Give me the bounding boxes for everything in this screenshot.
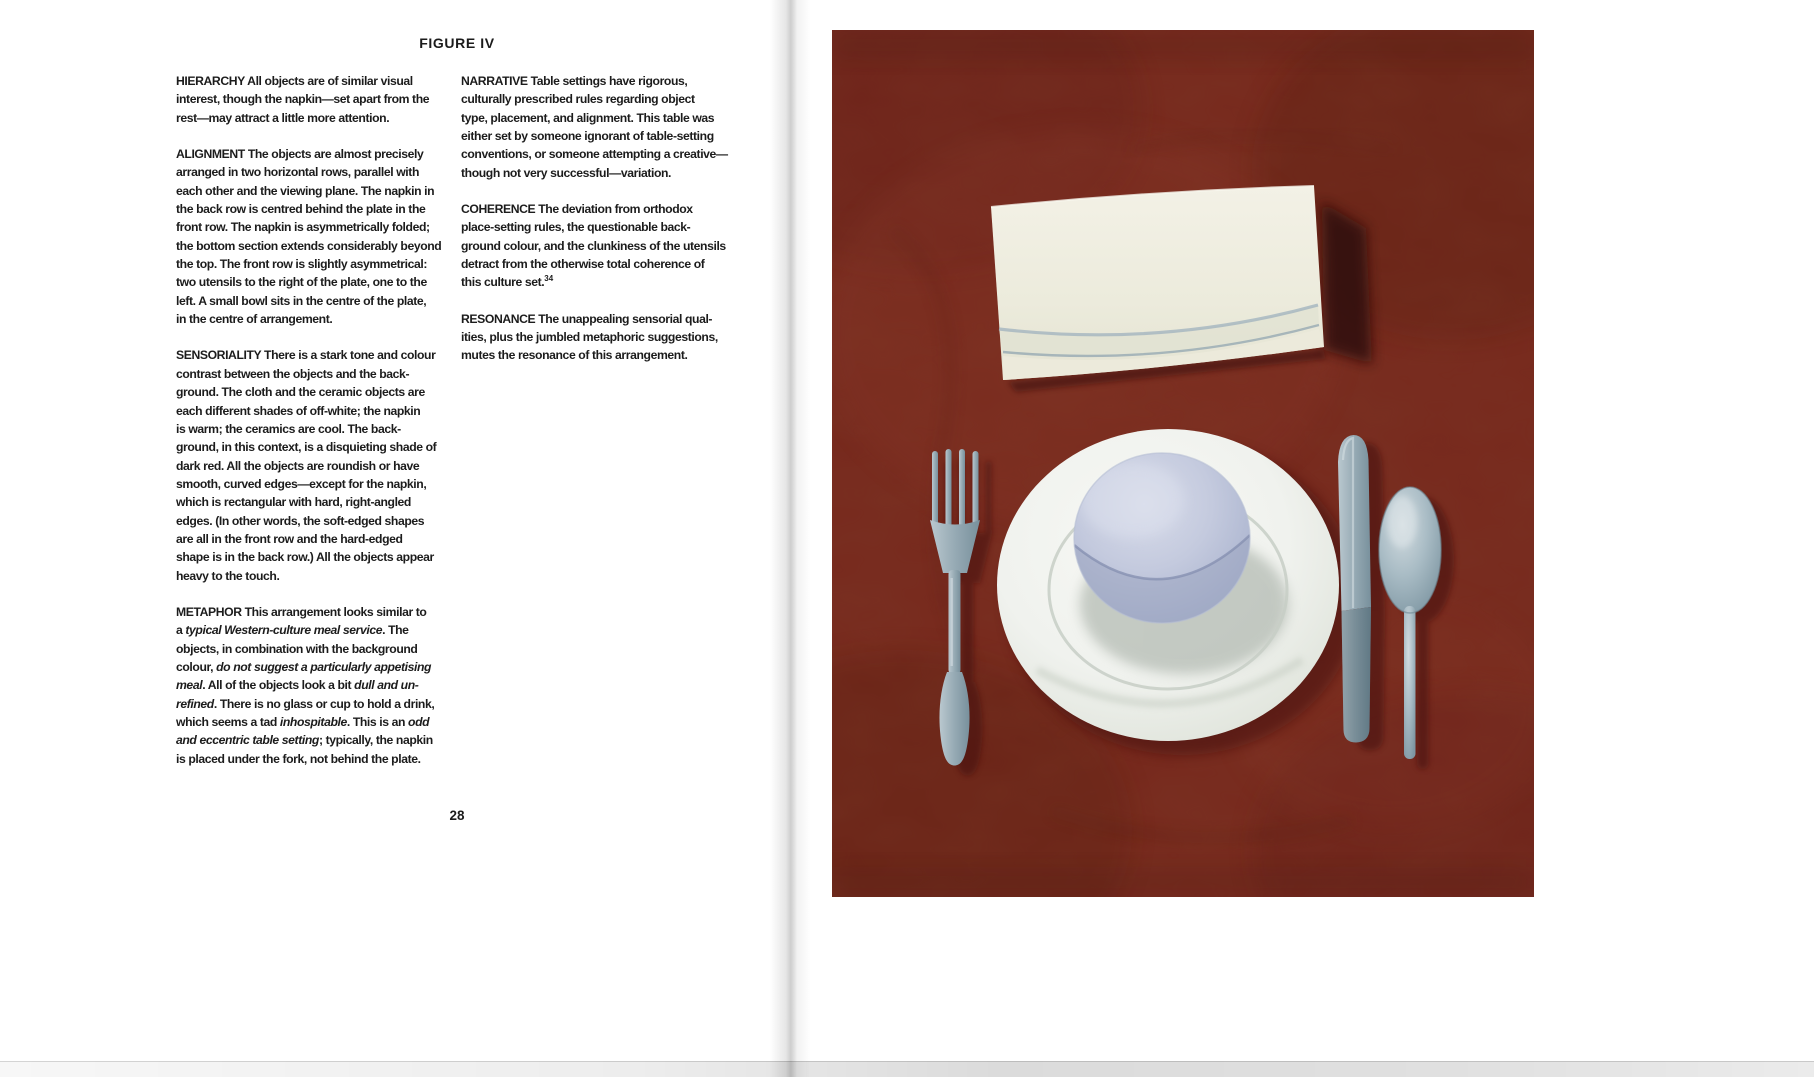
page-number: 28 xyxy=(449,808,465,823)
paragraph-resonance: RESONANCE The unappealing sensorial qual- ities, plus the jumbled metaphoric suggestions, mutes the resonance of this arrangement. xyxy=(461,311,718,363)
text-column-left xyxy=(176,72,461,786)
left-page xyxy=(0,0,790,1077)
paragraph-metaphor: METAPHOR This arrangement looks similar to a typical Western-culture meal service. The objects, in combination with the background colour, do not suggest a particularly appetising meal. All of the objects look a bit dull and un- refined. There is no glass or cup to hold a drink, which seems a tad inhospitable. This is an odd and eccentric table setting; typically, the napkin is placed under the fork, not behind the plate. xyxy=(176,604,435,766)
paragraph-narrative: NARRATIVE Table settings have rigorous, culturally prescribed rules regarding object type, placement, and alignment. This table was either set by someone ignorant of table-setting conventions, or someone attempting a creative— though not very successful—variation. xyxy=(461,74,728,180)
figure-iv-painting xyxy=(832,30,1534,897)
paragraph-hierarchy: HIERARCHY All objects are of similar visual interest, though the napkin—set apart from the rest—may attract a little more attention. xyxy=(176,74,430,125)
figure-title: FIGURE IV xyxy=(419,35,495,51)
right-page xyxy=(790,0,1814,1077)
book-bottom-edge xyxy=(0,1061,1814,1077)
paragraph-alignment: ALIGNMENT The objects are almost precisely arranged in two horizontal rows, parallel with each other and the viewing plane. The napkin in the back row is centred behind the plate in the front row. The napkin is asymmetrically folded; the bottom section extends considerably beyond the top. The front row is slightly asymmetrical: two utensils to the right of the plate, one to the left. A small bowl sits in the centre of the plate, in the centre of arrangement. xyxy=(176,147,442,327)
knife-shape xyxy=(1338,435,1385,751)
paragraph-coherence: COHERENCE The deviation from orthodox place-setting rules, the questionable back- ground colour, and the clunkiness of the utensils detract from the otherwise total coherence of this culture set.$^{34}$ xyxy=(461,202,726,290)
text-column-right xyxy=(461,72,746,383)
paragraph-sensoriality: SENSORIALITY There is a stark tone and colour contrast between the objects and the back- ground. The cloth and the ceramic objects are each different shades of off-white; the napkin is warm; the ceramics are cool. The back- ground, in this context, is a disquieting shade of dark red. All the objects are roundish or have smooth, curved edges—except for the napkin, which is rectangular with hard, right-angled edges. (In other words, the soft-edged shapes are all in the front row and the hard-edged shape is in the back row.) All the objects appear heavy to the touch. xyxy=(176,348,437,583)
